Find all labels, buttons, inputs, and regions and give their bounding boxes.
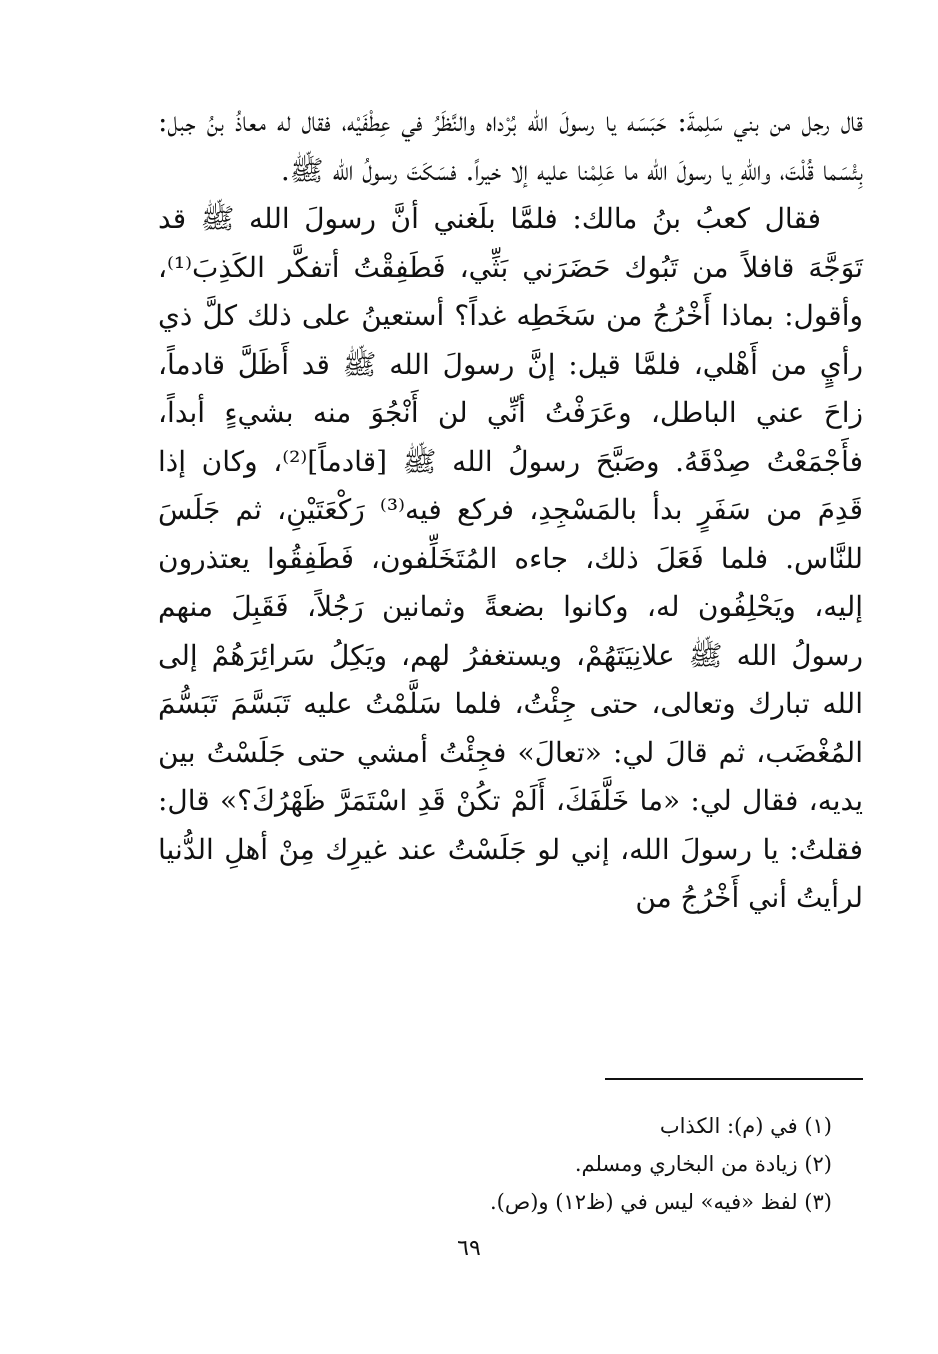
main-text bbox=[158, 98, 863, 923]
footnote-divider bbox=[605, 1078, 863, 1080]
footnote-1: (١) في (م): الكذاب bbox=[659, 1114, 832, 1138]
footnote-3: (٣) لفظ «فيه» ليس في (ظ١٢) و(ص). bbox=[489, 1190, 832, 1214]
paragraph-1: قال رجل من بني سَلِمةَ: حَبَسَه يا رسولَ الله بُرْداه والنَّظَرُ في عِطْفَيْه، فقال له معاذُ بنُ جبل: بِئْسَما قُلْتَ، واللهِ يا رسولَ الله ما عَلِمْنا عليه إلا خيراً. فسَكَتَ رسولُ الله ﷺ. bbox=[158, 105, 863, 187]
page-number: ٦٩ bbox=[457, 1236, 481, 1261]
paragraph-2: فقال كعبُ بنُ مالك: فلمَّا بلَغني أنَّ رسولَ الله ﷺ قد تَوَجَّهَ قافلاً من تَبُوك حَضَرَني بَثِّي، فَطَفِقْتُ أتفكَّر الكَذِبَ⁽¹⁾، وأقول: بماذا أَخْرُجُ من سَخَطِه غداً؟ أستعينُ على ذلك كلَّ ذي رأيٍ من أَهْلي، فلمَّا قيل: إنَّ رسولَ الله ﷺ قد أَظَلَّ قادماً، زاحَ عني الباطل، وعَرَفْتُ أنِّي لن أَنْجُوَ منه بشيءٍ أبداً، فأَجْمَعْتُ صِدْقَهُ. وصَبَّحَ رسولُ الله ﷺ [قادماً]⁽²⁾، وكان إذا قَدِمَ من سَفَرٍ بدأ بالمَسْجِدِ، فركع فيه⁽³⁾ رَكْعَتَيْنِ، ثم جَلَسَ للنَّاس. فلما فَعَلَ ذلك، جاءه المُتَخَلِّفون، فَطَفِقُوا يعتذرون إليه، ويَحْلِفُون له، وكانوا بضعةً وثمانين رَجُلاً، فَقَبِلَ منهم رسولُ الله ﷺ علانِيَتَهُمْ، ويستغفرُ لهم، ويَكِلُ سَرائِرَهُمْ إلى الله تبارك وتعالى، حتى جِئْتُ، فلما سَلَّمْتُ عليه تَبَسَّمَ تَبَسُّمَ المُغْضَب، ثم قالَ لي: «تعالَ» فجِئْتُ أمشي حتى جَلَسْتُ بين يديه، فقال لي: «ما خَلَّفَكَ، أَلَمْ تكُنْ قَدِ اسْتَمَرَّ ظَهْرُكَ؟» قال: فقلتُ: يا رسولَ الله، إني لو جَلَسْتُ عند غيرِك مِنْ أهلِ الدُّنيا لرأيتُ أني أَخْرُجُ من bbox=[158, 202, 864, 914]
footnote-2: (٢) زيادة من البخاري ومسلم. bbox=[574, 1152, 832, 1176]
footnotes bbox=[272, 1107, 832, 1221]
